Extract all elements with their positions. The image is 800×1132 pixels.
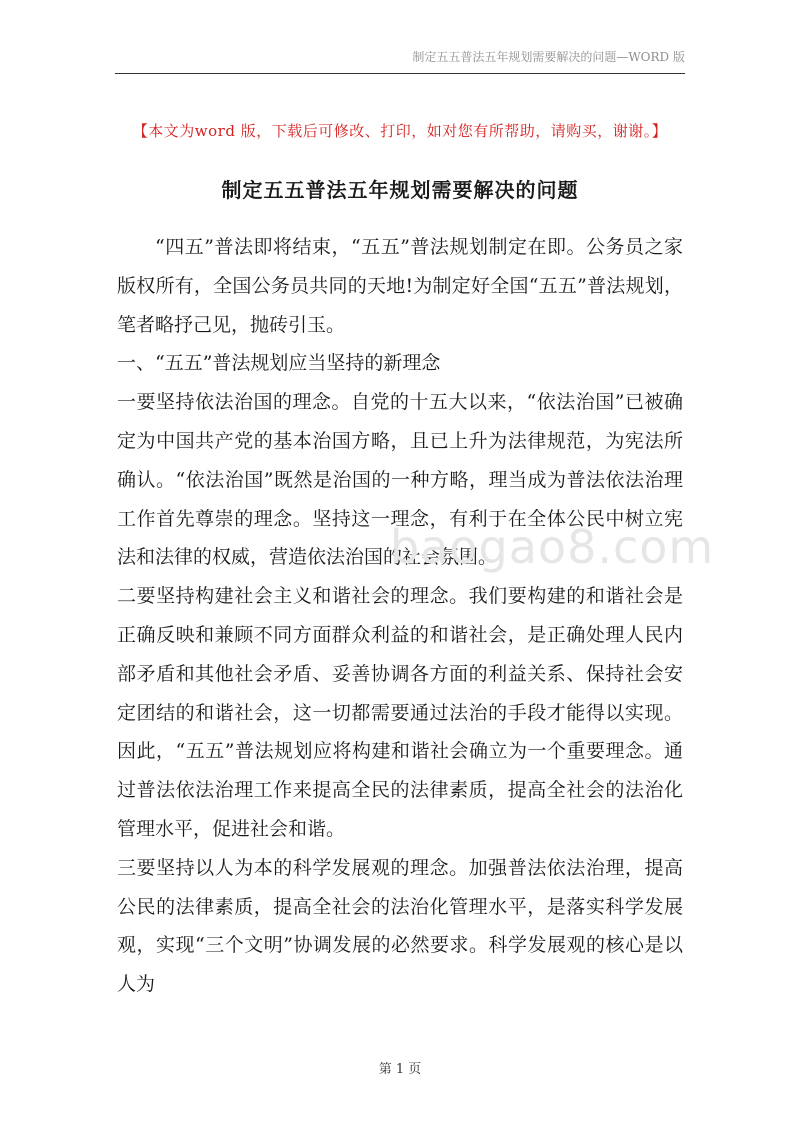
running-header (115, 48, 685, 74)
document-body (117, 228, 683, 1004)
section-heading: 一、“五五”普法规划应当坚持的新理念 (117, 352, 441, 375)
document-title: 制定五五普法五年规划需要解决的问题 (221, 178, 579, 202)
header-text: 制定五五普法五年规划需要解决的问题—WORD 版 (412, 50, 685, 64)
paragraph-rule-of-law: 一要坚持依法治国的理念。自党的十五大以来，“依法治国”已被确定为中国共产党的基本治国方略，且已上升为法律规范，为宪法所确认。“依法治国”既然是治国的一种方略，理当成为普法依法治理工作首先尊崇的理念。坚持这一理念，有利于在全体公民中树立宪法和法律的权威，营造依法治国的社会氛围。 (117, 391, 683, 569)
watermark: baogao8.com (390, 520, 715, 574)
page-number: 第 1 页 (378, 1062, 422, 1077)
paragraph-harmonious-society: 二要坚持构建社会主义和谐社会的理念。我们要构建的和谐社会是正确反映和兼顾不同方面群众利益的和谐社会，是正确处理人民内部矛盾和其他社会矛盾、妥善协调各方面的利益关系、保持社会安定团结的和谐社会，这一切都需要通过法治的手段才能得以实现。因此，“五五”普法规划应将构建和谐社会确立为一个重要理念。通过普法依法治理工作来提高全民的法律素质，提高全社会的法治化管理水平，促进社会和谐。 (117, 585, 683, 840)
purchase-notice: 【本文为word 版，下载后可修改、打印，如对您有所帮助，请购买，谢谢。】 (132, 122, 668, 140)
paragraph-scientific-development: 三要坚持以人为本的科学发展观的理念。加强普法依法治理，提高公民的法律素质，提高全社会的法治化管理水平，是落实科学发展观，实现“三个文明”协调发展的必然要求。科学发展观的核心是以人为 (117, 856, 683, 996)
paragraph-intro: “四五”普法即将结束，“五五”普法规划制定在即。公务员之家版权所有，全国公务员共同的天地!为制定好全国“五五”普法规划，笔者略抒己见，抛砖引玉。 (117, 236, 683, 336)
